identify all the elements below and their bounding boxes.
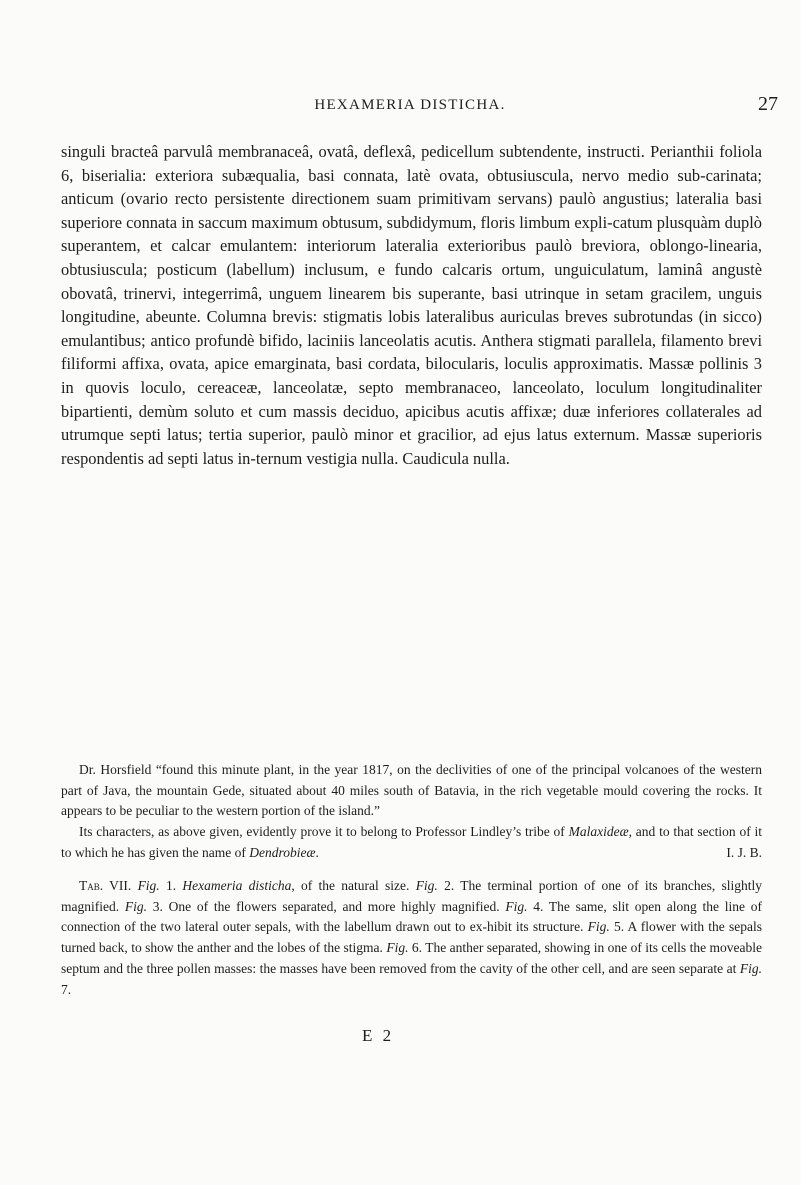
- fig-label: Fig.: [415, 878, 438, 893]
- fig-label: Fig.: [739, 960, 762, 976]
- running-title: HEXAMERIA DISTICHA.: [314, 97, 506, 113]
- signature-mark: E 2: [362, 1026, 395, 1045]
- fig-label: Fig.: [124, 898, 147, 914]
- affinity-note: [61, 822, 762, 863]
- plate-caption: [61, 876, 762, 1000]
- section-name: Dendrobieæ: [249, 844, 316, 860]
- fig-label: Fig.: [587, 919, 610, 935]
- tribe-name: Malaxideæ: [568, 824, 629, 839]
- affinity-note-text: Its characters, as above given, evidently prove it to belong to Professor Lindley’s tribe of: [79, 824, 569, 839]
- caption-text: 4. The same, slit open along the line of connection of the two lateral outer sepals, with the labellum drawn out to ex-hibit its structure.: [61, 898, 762, 935]
- species-name: Hexameria disticha: [182, 878, 292, 893]
- fig-label: Fig.: [137, 878, 160, 893]
- caption-text: 5. A flower with the sepals turned back, to show the anther and the lobes of the stigma.: [61, 919, 762, 956]
- page-number: 27: [758, 93, 778, 115]
- author-initials: I. J. B.: [726, 844, 762, 860]
- latin-description: singuli bracteâ parvulâ membranaceâ, ovatâ, deflexâ, pedicellum subtendente, instructi. Perianthii foliola 6, biserialia: exteriora subæqualia, basi connata, latè ovata, obtusiuscula, nervo medio sub-carinata; anticum (ovario recto persistente directionem suam primitivam servans) paulò angustius; lateralia basi superiore connata in saccum maximum obtusum, subdidymum, floris limbum expli-catum plusquàm duplò superantem, et calcar emulantem: interiorum lateralia exterioribus paulò breviora, oblongo-linearia, obtusiuscula; posticum (labellum) inclusum, e fundo calcaris ortum, unguiculatum, laminâ angustè obovatâ, trinervi, integerrimâ, unguem linearem bis superante, basi utrinque in setam gracilem, unguis longitudine, abeunte. Columna brevis: stigmatis lobis lateralibus auriculas breves subrotundas (in sicco) emulantibus; antico profundè bifido, laciniis lanceolatis acutis. Anthera stigmati parallela, filamento brevi filiformi affixa, ovata, apice emarginata, basi cordata, bilocularis, loculis approximatis. Massæ pollinis 3 in quovis loculo, cereaceæ, lanceolatæ, septo membranaceo, lanceolato, loculum longitudinaliter bipartienti, demùm soluto et cum massis deciduo, apicibus acutis affixæ; duæ inferiores collaterales ad utrumque septi latus; tertia superior, paulò minor et gracilior, ad ejus latus externum. Massæ superioris respondentis ad septi latus in-ternum vestigia nulla. Caudicula nulla.: [61, 142, 762, 468]
- caption-text: 7.: [61, 981, 72, 997]
- horsfield-note: Dr. Horsfield “found this minute plant, in the year 1817, on the declivities of one of the principal volcanoes of the western part of Java, the mountain Gede, situated about 40 miles south of Batavia, in the rich vegetable mould covering the rocks. It appears to be peculiar to the western portion of the island.”: [61, 762, 762, 819]
- page-header: [60, 93, 778, 121]
- fig-label: Fig.: [505, 898, 528, 914]
- caption-text: 2. The terminal portion of one of its branches, slightly magnified.: [61, 878, 762, 914]
- plate-label: Tab. VII.: [79, 878, 132, 893]
- caption-text: 6. The anther separated, showing in one of its cells the moveable septum and the three pollen masses: the masses have been removed from the cavity of the other cell, and are seen separate at: [61, 940, 763, 976]
- affinity-note-text: , and to that section of it to which he has given the name of: [61, 824, 762, 860]
- caption-text: , of the natural size.: [291, 878, 416, 893]
- caption-text: 1.: [159, 878, 183, 893]
- affinity-note-text: .: [315, 844, 319, 860]
- caption-text: 3. One of the flowers separated, and more highly magnified.: [147, 898, 506, 914]
- fig-label: Fig.: [386, 940, 409, 956]
